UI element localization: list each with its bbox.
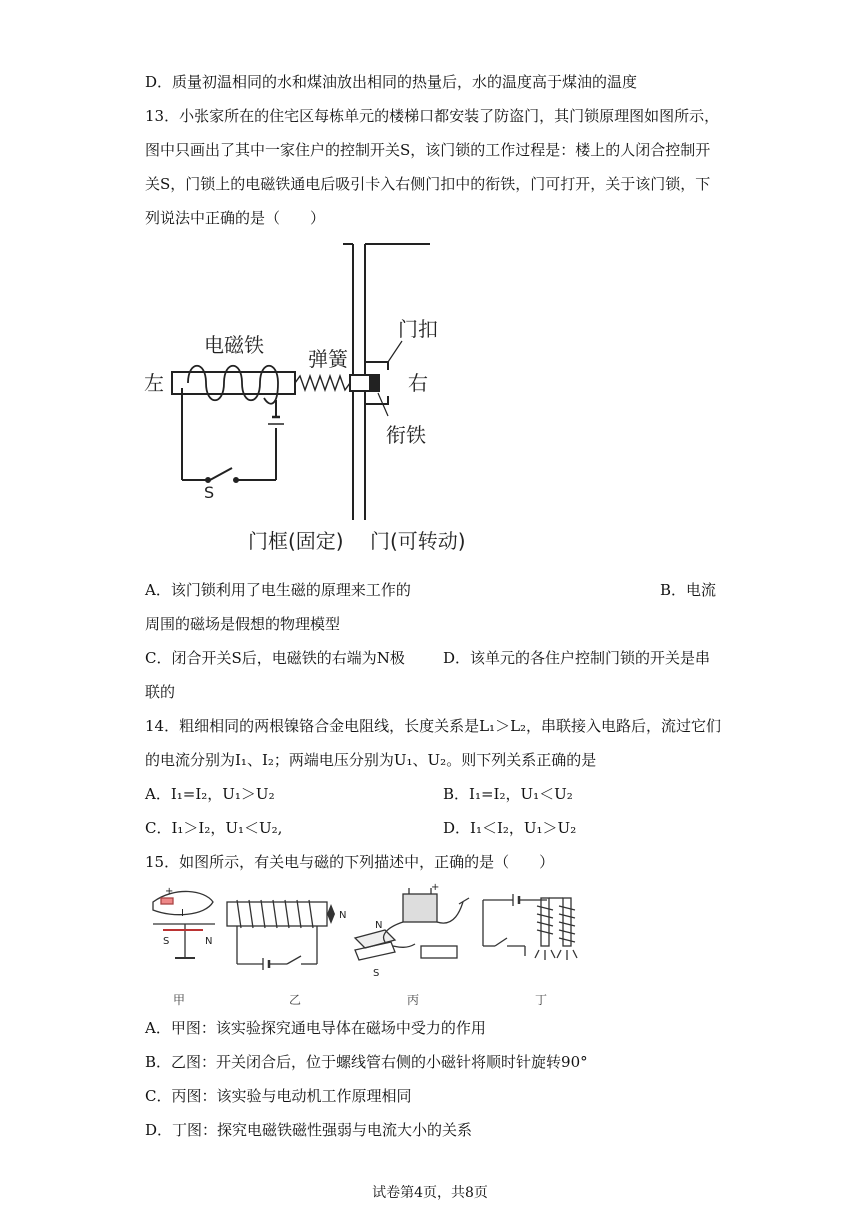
q13-stem-line-3: 关S，门锁上的电磁铁通电后吸引卡入右侧门扣中的衔铁，门可打开，关于该门锁，下 xyxy=(145,175,711,193)
label-armature: 衔铁 xyxy=(386,423,426,447)
svg-text:S: S xyxy=(163,936,170,947)
q15-option-a: A．甲图：该实验探究通电导体在磁场中受力的作用 xyxy=(145,1019,486,1037)
q13-option-d-part-2: 联的 xyxy=(145,683,176,701)
q14-option-d: D．I₁＜I₂，U₁＞U₂ xyxy=(443,819,577,837)
figure-bing xyxy=(355,888,469,960)
q15-figure-strip xyxy=(145,880,585,1008)
q15-stem: 15．如图所示，有关电与磁的下列描述中，正确的是（ ） xyxy=(145,853,555,871)
q13-stem-line-2: 图中只画出了其中一家住户的控制开关S，该门锁的工作过程是：楼上的人闭合控制开 xyxy=(145,141,711,159)
q15-option-b: B．乙图：开关闭合后，位于螺线管右侧的小磁针将顺时针旋转90° xyxy=(145,1053,588,1071)
figure-yi-label: 乙 xyxy=(289,993,302,1007)
q14-stem-line-2: 的电流分别为I₁、I₂；两端电压分别为U₁、U₂。则下列关系正确的是 xyxy=(145,751,597,769)
label-door-frame: 门框(固定) xyxy=(248,529,344,553)
q12-option-d: D．质量初温相同的水和煤油放出相同的热量后，水的温度高于煤油的温度 xyxy=(145,73,638,91)
svg-text:N: N xyxy=(339,910,347,921)
q13-stem-line-1: 13．小张家所在的住宅区每栋单元的楼梯口都安装了防盗门，其门锁原理图如图所示， xyxy=(145,107,720,125)
figure-jia-label: 甲 xyxy=(173,993,186,1007)
q13-option-a: A．该门锁利用了电生磁的原理来工作的 xyxy=(145,581,411,599)
label-electromagnet: 电磁铁 xyxy=(204,333,264,357)
q14-stem-line-1: 14．粗细相同的两根镍铬合金电阻线，长度关系是L₁＞L₂，串联接入电路后，流过它们 xyxy=(145,717,722,735)
figure-ding-label: 丁 xyxy=(535,993,548,1007)
figure-bing-label: 丙 xyxy=(407,993,420,1007)
q14-option-a: A．I₁=I₂，U₁＞U₂ xyxy=(145,785,275,803)
q13-option-c: C．闭合开关S后，电磁铁的右端为N极 xyxy=(145,649,405,667)
q13-option-d-part-1: D．该单元的各住户控制门锁的开关是串 xyxy=(443,649,711,667)
q14-option-c: C．I₁＞I₂，U₁＜U₂, xyxy=(145,819,283,837)
svg-text:I: I xyxy=(181,908,184,919)
svg-text:N: N xyxy=(375,920,383,931)
door-lock-diagram xyxy=(140,238,490,560)
q13-stem-line-4: 列说法中正确的是（ ） xyxy=(145,209,326,227)
q15-option-c: C．丙图：该实验与电动机工作原理相同 xyxy=(145,1087,412,1105)
label-switch-s: S xyxy=(204,483,215,502)
label-left: 左 xyxy=(144,371,164,395)
svg-text:S: S xyxy=(373,968,380,979)
label-door: 门(可转动) xyxy=(370,529,466,553)
figure-jia xyxy=(153,891,215,958)
q15-option-d: D．丁图：探究电磁铁磁性强弱与电流大小的关系 xyxy=(145,1121,473,1139)
figure-ding xyxy=(483,894,577,960)
label-latch: 门扣 xyxy=(398,317,438,341)
q14-option-b: B．I₁=I₂，U₁＜U₂ xyxy=(443,785,573,803)
svg-text:+: + xyxy=(431,882,440,893)
label-right: 右 xyxy=(408,371,428,395)
svg-text:+: + xyxy=(165,886,174,897)
q13-option-b-part-2: 周围的磁场是假想的物理模型 xyxy=(145,615,341,633)
label-spring: 弹簧 xyxy=(308,347,348,371)
page-footer: 试卷第4页，共8页 xyxy=(372,1185,488,1201)
figure-yi xyxy=(227,900,327,970)
svg-text:N: N xyxy=(205,936,213,947)
q13-option-b-part-1: B．电流 xyxy=(660,581,717,599)
